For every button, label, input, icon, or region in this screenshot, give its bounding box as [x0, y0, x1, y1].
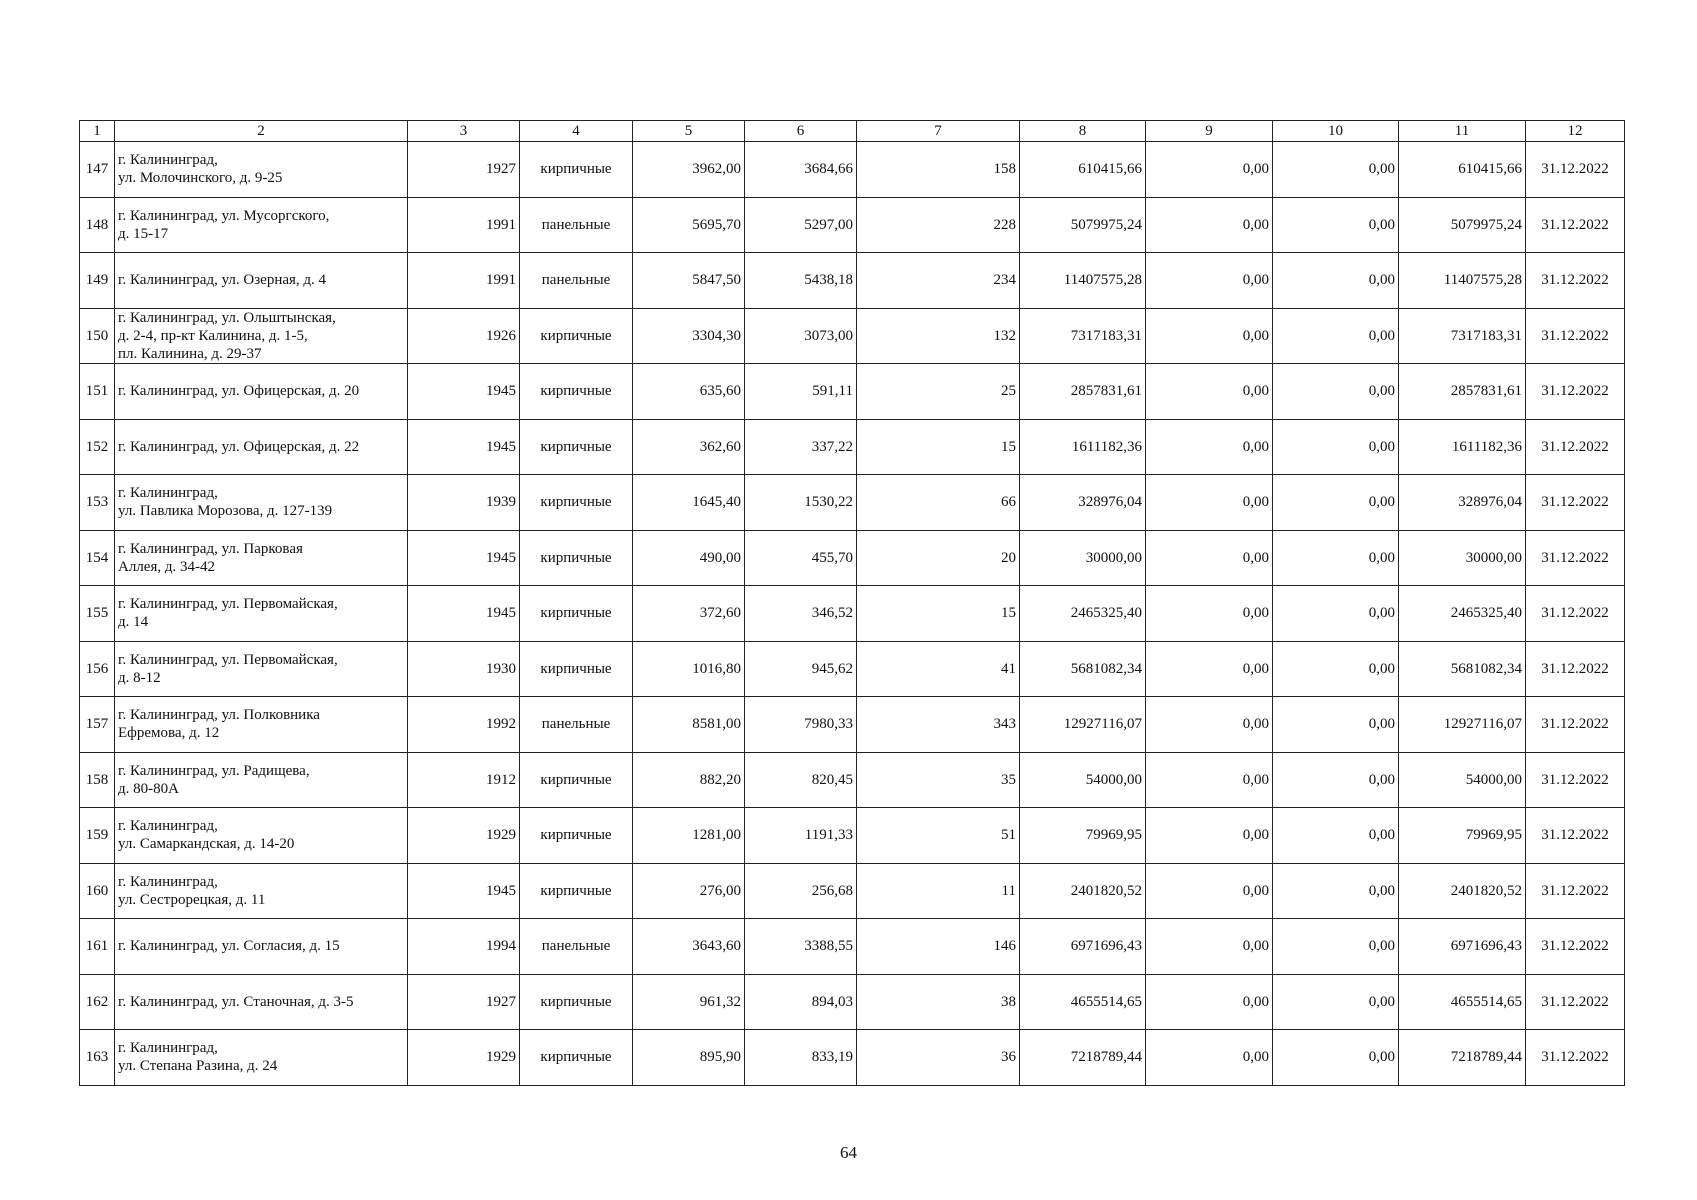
address-line: г. Калининград, ул. Парковая: [118, 540, 303, 557]
column-5-cell: 362,60: [633, 419, 745, 475]
column-9-cell: 0,00: [1146, 197, 1273, 253]
row-number: 158: [80, 752, 115, 808]
table-body: [80, 142, 1625, 1086]
column-header: 11: [1399, 121, 1526, 142]
date-cell: 31.12.2022: [1526, 919, 1625, 975]
column-6-cell: 256,68: [745, 863, 857, 919]
date-cell: 31.12.2022: [1526, 475, 1625, 531]
address-cell: [115, 197, 408, 253]
address-line: г. Калининград,: [118, 873, 218, 890]
year-cell: 1927: [408, 974, 520, 1030]
address-line: г. Калининград, ул. Первомайская,: [118, 596, 338, 613]
column-10-cell: 0,00: [1273, 142, 1399, 198]
column-7-cell: 20: [857, 530, 1020, 586]
column-10-cell: 0,00: [1273, 364, 1399, 420]
address-line: г. Калининград, ул. Согласия, д. 15: [118, 938, 340, 955]
column-9-cell: 0,00: [1146, 530, 1273, 586]
column-header: 2: [115, 121, 408, 142]
address-cell: [115, 697, 408, 753]
column-7-cell: 146: [857, 919, 1020, 975]
address-cell: [115, 419, 408, 475]
column-6-cell: 820,45: [745, 752, 857, 808]
row-number: 152: [80, 419, 115, 475]
date-cell: 31.12.2022: [1526, 308, 1625, 364]
address-cell: [115, 364, 408, 420]
column-11-cell: 12927116,07: [1399, 697, 1526, 753]
column-8-cell: 6971696,43: [1020, 919, 1146, 975]
wall-material-cell: кирпичные: [520, 752, 633, 808]
address-cell: [115, 641, 408, 697]
column-8-cell: 12927116,07: [1020, 697, 1146, 753]
column-10-cell: 0,00: [1273, 586, 1399, 642]
column-header: 10: [1273, 121, 1399, 142]
column-8-cell: 7218789,44: [1020, 1030, 1146, 1086]
column-10-cell: 0,00: [1273, 974, 1399, 1030]
year-cell: 1927: [408, 142, 520, 198]
column-7-cell: 35: [857, 752, 1020, 808]
wall-material-cell: кирпичные: [520, 142, 633, 198]
column-11-cell: 610415,66: [1399, 142, 1526, 198]
address-line: ул. Степана Разина, д. 24: [118, 1058, 278, 1075]
column-11-cell: 11407575,28: [1399, 253, 1526, 309]
year-cell: 1945: [408, 530, 520, 586]
column-8-cell: 5079975,24: [1020, 197, 1146, 253]
table-row: [80, 419, 1625, 475]
column-6-cell: 3388,55: [745, 919, 857, 975]
column-header: 5: [633, 121, 745, 142]
year-cell: 1991: [408, 197, 520, 253]
row-number: 153: [80, 475, 115, 531]
year-cell: 1929: [408, 1030, 520, 1086]
address-cell: [115, 308, 408, 364]
column-10-cell: 0,00: [1273, 475, 1399, 531]
date-cell: 31.12.2022: [1526, 863, 1625, 919]
wall-material-cell: кирпичные: [520, 808, 633, 864]
column-10-cell: 0,00: [1273, 641, 1399, 697]
date-cell: 31.12.2022: [1526, 142, 1625, 198]
column-7-cell: 15: [857, 419, 1020, 475]
column-11-cell: 30000,00: [1399, 530, 1526, 586]
column-10-cell: 0,00: [1273, 1030, 1399, 1086]
address-line: д. 80-80А: [118, 780, 179, 797]
column-5-cell: 5847,50: [633, 253, 745, 309]
wall-material-cell: панельные: [520, 697, 633, 753]
column-8-cell: 328976,04: [1020, 475, 1146, 531]
column-header: 9: [1146, 121, 1273, 142]
row-number: 163: [80, 1030, 115, 1086]
column-7-cell: 228: [857, 197, 1020, 253]
column-10-cell: 0,00: [1273, 308, 1399, 364]
address-cell: [115, 752, 408, 808]
column-5-cell: 490,00: [633, 530, 745, 586]
year-cell: 1994: [408, 919, 520, 975]
address-line: д. 15-17: [118, 225, 169, 242]
date-cell: 31.12.2022: [1526, 419, 1625, 475]
column-6-cell: 1530,22: [745, 475, 857, 531]
column-5-cell: 372,60: [633, 586, 745, 642]
column-5-cell: 882,20: [633, 752, 745, 808]
column-7-cell: 51: [857, 808, 1020, 864]
address-line: г. Калининград, ул. Мусоргского,: [118, 207, 330, 224]
year-cell: 1945: [408, 586, 520, 642]
column-5-cell: 3962,00: [633, 142, 745, 198]
table-row: [80, 530, 1625, 586]
table-row: [80, 808, 1625, 864]
column-8-cell: 5681082,34: [1020, 641, 1146, 697]
table-row: [80, 308, 1625, 364]
column-11-cell: 4655514,65: [1399, 974, 1526, 1030]
column-9-cell: 0,00: [1146, 419, 1273, 475]
column-5-cell: 961,32: [633, 974, 745, 1030]
address-cell: [115, 530, 408, 586]
address-line: г. Калининград,: [118, 1040, 218, 1057]
address-line: д. 2-4, пр-кт Калинина, д. 1-5,: [118, 327, 308, 344]
address-cell: [115, 475, 408, 531]
column-header: 1: [80, 121, 115, 142]
column-11-cell: 79969,95: [1399, 808, 1526, 864]
column-7-cell: 132: [857, 308, 1020, 364]
column-11-cell: 6971696,43: [1399, 919, 1526, 975]
column-6-cell: 3073,00: [745, 308, 857, 364]
column-9-cell: 0,00: [1146, 1030, 1273, 1086]
date-cell: 31.12.2022: [1526, 364, 1625, 420]
column-8-cell: 7317183,31: [1020, 308, 1146, 364]
column-6-cell: 5438,18: [745, 253, 857, 309]
column-5-cell: 3304,30: [633, 308, 745, 364]
address-cell: [115, 808, 408, 864]
address-cell: [115, 974, 408, 1030]
address-line: г. Калининград,: [118, 485, 218, 502]
year-cell: 1929: [408, 808, 520, 864]
row-number: 159: [80, 808, 115, 864]
column-6-cell: 894,03: [745, 974, 857, 1030]
address-line: Ефремова, д. 12: [118, 725, 220, 742]
address-line: д. 8-12: [118, 669, 161, 686]
address-line: г. Калининград, ул. Полковника: [118, 707, 320, 724]
year-cell: 1945: [408, 419, 520, 475]
address-line: ул. Сестрорецкая, д. 11: [118, 891, 266, 908]
column-11-cell: 5681082,34: [1399, 641, 1526, 697]
column-7-cell: 38: [857, 974, 1020, 1030]
column-11-cell: 2465325,40: [1399, 586, 1526, 642]
date-cell: 31.12.2022: [1526, 586, 1625, 642]
table-row: [80, 919, 1625, 975]
column-7-cell: 11: [857, 863, 1020, 919]
address-cell: [115, 253, 408, 309]
column-7-cell: 41: [857, 641, 1020, 697]
column-6-cell: 5297,00: [745, 197, 857, 253]
column-header: 3: [408, 121, 520, 142]
column-10-cell: 0,00: [1273, 808, 1399, 864]
table-header: [80, 121, 1625, 142]
wall-material-cell: кирпичные: [520, 475, 633, 531]
column-9-cell: 0,00: [1146, 697, 1273, 753]
column-5-cell: 8581,00: [633, 697, 745, 753]
table-row: [80, 752, 1625, 808]
address-cell: [115, 586, 408, 642]
column-10-cell: 0,00: [1273, 863, 1399, 919]
address-line: Аллея, д. 34-42: [118, 558, 215, 575]
year-cell: 1992: [408, 697, 520, 753]
column-9-cell: 0,00: [1146, 974, 1273, 1030]
column-5-cell: 1016,80: [633, 641, 745, 697]
column-6-cell: 455,70: [745, 530, 857, 586]
address-line: г. Калининград, ул. Станочная, д. 3-5: [118, 993, 354, 1010]
wall-material-cell: кирпичные: [520, 586, 633, 642]
year-cell: 1945: [408, 364, 520, 420]
column-7-cell: 15: [857, 586, 1020, 642]
column-9-cell: 0,00: [1146, 863, 1273, 919]
column-5-cell: 635,60: [633, 364, 745, 420]
row-number: 154: [80, 530, 115, 586]
column-6-cell: 591,11: [745, 364, 857, 420]
address-cell: [115, 1030, 408, 1086]
row-number: 149: [80, 253, 115, 309]
address-line: г. Калининград,: [118, 818, 218, 835]
address-line: г. Калининград, ул. Офицерская, д. 22: [118, 438, 360, 455]
date-cell: 31.12.2022: [1526, 752, 1625, 808]
column-header: 7: [857, 121, 1020, 142]
column-9-cell: 0,00: [1146, 364, 1273, 420]
row-number: 151: [80, 364, 115, 420]
column-7-cell: 158: [857, 142, 1020, 198]
address-line: г. Калининград, ул. Озерная, д. 4: [118, 272, 327, 289]
column-10-cell: 0,00: [1273, 530, 1399, 586]
column-11-cell: 7218789,44: [1399, 1030, 1526, 1086]
column-9-cell: 0,00: [1146, 808, 1273, 864]
table-row: [80, 253, 1625, 309]
column-8-cell: 2465325,40: [1020, 586, 1146, 642]
column-5-cell: 5695,70: [633, 197, 745, 253]
housing-register-table: [79, 120, 1625, 1086]
column-8-cell: 610415,66: [1020, 142, 1146, 198]
column-header: 8: [1020, 121, 1146, 142]
column-8-cell: 30000,00: [1020, 530, 1146, 586]
column-6-cell: 3684,66: [745, 142, 857, 198]
wall-material-cell: панельные: [520, 253, 633, 309]
column-6-cell: 7980,33: [745, 697, 857, 753]
header-row: [80, 121, 1625, 142]
year-cell: 1926: [408, 308, 520, 364]
row-number: 156: [80, 641, 115, 697]
table-row: [80, 475, 1625, 531]
address-line: д. 14: [118, 614, 149, 631]
column-6-cell: 1191,33: [745, 808, 857, 864]
column-8-cell: 1611182,36: [1020, 419, 1146, 475]
wall-material-cell: панельные: [520, 919, 633, 975]
address-line: ул. Павлика Морозова, д. 127-139: [118, 503, 333, 520]
wall-material-cell: панельные: [520, 197, 633, 253]
column-9-cell: 0,00: [1146, 586, 1273, 642]
table-row: [80, 1030, 1625, 1086]
row-number: 160: [80, 863, 115, 919]
wall-material-cell: кирпичные: [520, 419, 633, 475]
column-6-cell: 346,52: [745, 586, 857, 642]
column-8-cell: 2401820,52: [1020, 863, 1146, 919]
column-8-cell: 4655514,65: [1020, 974, 1146, 1030]
column-7-cell: 343: [857, 697, 1020, 753]
address-line: г. Калининград,: [118, 152, 218, 169]
wall-material-cell: кирпичные: [520, 308, 633, 364]
column-9-cell: 0,00: [1146, 641, 1273, 697]
row-number: 147: [80, 142, 115, 198]
column-6-cell: 945,62: [745, 641, 857, 697]
address-line: г. Калининград, ул. Радищева,: [118, 762, 310, 779]
column-8-cell: 54000,00: [1020, 752, 1146, 808]
address-line: ул. Самаркандская, д. 14-20: [118, 836, 295, 853]
column-11-cell: 7317183,31: [1399, 308, 1526, 364]
address-line: г. Калининград, ул. Офицерская, д. 20: [118, 383, 360, 400]
wall-material-cell: кирпичные: [520, 530, 633, 586]
column-9-cell: 0,00: [1146, 919, 1273, 975]
column-11-cell: 1611182,36: [1399, 419, 1526, 475]
column-9-cell: 0,00: [1146, 253, 1273, 309]
date-cell: 31.12.2022: [1526, 697, 1625, 753]
column-7-cell: 36: [857, 1030, 1020, 1086]
year-cell: 1945: [408, 863, 520, 919]
column-6-cell: 833,19: [745, 1030, 857, 1086]
column-5-cell: 895,90: [633, 1030, 745, 1086]
row-number: 161: [80, 919, 115, 975]
column-header: 4: [520, 121, 633, 142]
page-number: 64: [840, 1143, 857, 1162]
date-cell: 31.12.2022: [1526, 253, 1625, 309]
column-8-cell: 79969,95: [1020, 808, 1146, 864]
year-cell: 1912: [408, 752, 520, 808]
date-cell: 31.12.2022: [1526, 974, 1625, 1030]
table-row: [80, 197, 1625, 253]
address-line: пл. Калинина, д. 29-37: [118, 345, 262, 362]
column-10-cell: 0,00: [1273, 419, 1399, 475]
column-9-cell: 0,00: [1146, 142, 1273, 198]
column-5-cell: 1645,40: [633, 475, 745, 531]
column-11-cell: 2857831,61: [1399, 364, 1526, 420]
table-row: [80, 142, 1625, 198]
row-number: 150: [80, 308, 115, 364]
column-11-cell: 5079975,24: [1399, 197, 1526, 253]
column-10-cell: 0,00: [1273, 253, 1399, 309]
date-cell: 31.12.2022: [1526, 641, 1625, 697]
column-10-cell: 0,00: [1273, 197, 1399, 253]
column-7-cell: 66: [857, 475, 1020, 531]
column-7-cell: 25: [857, 364, 1020, 420]
column-9-cell: 0,00: [1146, 752, 1273, 808]
address-cell: [115, 142, 408, 198]
column-11-cell: 2401820,52: [1399, 863, 1526, 919]
column-9-cell: 0,00: [1146, 475, 1273, 531]
table-row: [80, 586, 1625, 642]
address-line: г. Калининград, ул. Первомайская,: [118, 651, 338, 668]
column-10-cell: 0,00: [1273, 919, 1399, 975]
column-5-cell: 276,00: [633, 863, 745, 919]
column-10-cell: 0,00: [1273, 697, 1399, 753]
row-number: 162: [80, 974, 115, 1030]
wall-material-cell: кирпичные: [520, 1030, 633, 1086]
column-11-cell: 54000,00: [1399, 752, 1526, 808]
row-number: 155: [80, 586, 115, 642]
wall-material-cell: кирпичные: [520, 641, 633, 697]
table-row: [80, 863, 1625, 919]
year-cell: 1991: [408, 253, 520, 309]
address-line: ул. Молочинского, д. 9-25: [118, 170, 283, 187]
row-number: 157: [80, 697, 115, 753]
year-cell: 1930: [408, 641, 520, 697]
date-cell: 31.12.2022: [1526, 1030, 1625, 1086]
date-cell: 31.12.2022: [1526, 530, 1625, 586]
column-11-cell: 328976,04: [1399, 475, 1526, 531]
table-row: [80, 697, 1625, 753]
table-row: [80, 641, 1625, 697]
date-cell: 31.12.2022: [1526, 197, 1625, 253]
address-cell: [115, 863, 408, 919]
column-8-cell: 11407575,28: [1020, 253, 1146, 309]
column-8-cell: 2857831,61: [1020, 364, 1146, 420]
column-10-cell: 0,00: [1273, 752, 1399, 808]
column-header: 12: [1526, 121, 1625, 142]
wall-material-cell: кирпичные: [520, 364, 633, 420]
date-cell: 31.12.2022: [1526, 808, 1625, 864]
column-9-cell: 0,00: [1146, 308, 1273, 364]
column-5-cell: 1281,00: [633, 808, 745, 864]
table-row: [80, 974, 1625, 1030]
table-row: [80, 364, 1625, 420]
year-cell: 1939: [408, 475, 520, 531]
column-7-cell: 234: [857, 253, 1020, 309]
column-5-cell: 3643,60: [633, 919, 745, 975]
wall-material-cell: кирпичные: [520, 974, 633, 1030]
address-cell: [115, 919, 408, 975]
column-header: 6: [745, 121, 857, 142]
address-line: г. Калининград, ул. Ольштынская,: [118, 309, 336, 326]
row-number: 148: [80, 197, 115, 253]
column-6-cell: 337,22: [745, 419, 857, 475]
wall-material-cell: кирпичные: [520, 863, 633, 919]
